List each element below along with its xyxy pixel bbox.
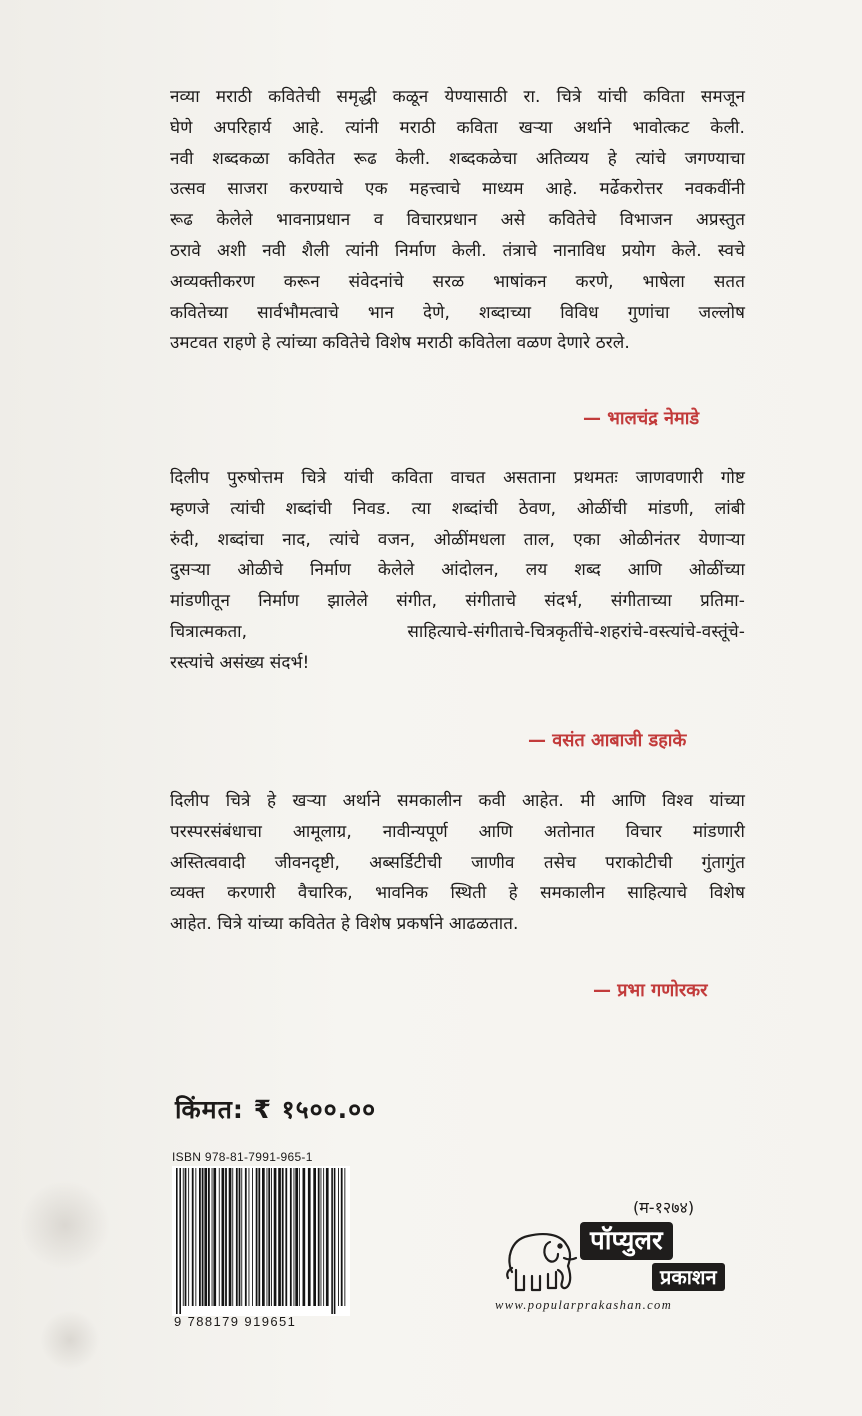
barcode-bar bbox=[252, 1168, 253, 1306]
blurb-line: घेणे अपरिहार्य आहे. त्यांनी मराठी कविता खऱ्या अर्थाने भावोत्कट केली. bbox=[170, 117, 745, 138]
barcode-bar bbox=[295, 1168, 298, 1306]
blurb-line: व्यक्त करणारी वैचारिक, भावनिक स्थिती हे समकालीन साहित्याचे विशेष bbox=[170, 883, 745, 904]
blurb-line: उमटवत राहणे हे त्यांच्या कवितेचे विशेष मराठी कवितेला वळण देणारे ठरले. bbox=[170, 333, 630, 354]
publisher-name: पॉप्युलर bbox=[580, 1222, 673, 1260]
barcode-bar bbox=[338, 1168, 339, 1306]
barcode-bar bbox=[341, 1168, 343, 1306]
catalog-code: (म-१२७४) bbox=[633, 1198, 695, 1217]
blurb-line: ठरावे अशी नवी शैली त्यांनी निर्माण केली. तंत्राचे नानाविध प्रयोग केले. स्वचे bbox=[170, 240, 745, 261]
barcode-bar bbox=[331, 1168, 333, 1314]
barcode-bar bbox=[262, 1168, 265, 1306]
barcode-bar bbox=[308, 1168, 311, 1306]
blurb-line: रूढ केलेले भावनाप्रधान व विचारप्रधान असे कवितेचे विभाजन अप्रस्तुत bbox=[170, 210, 745, 231]
blurb-line: अस्तित्ववादी जीवनदृष्टी, अब्सर्डिटीची जाणीव तसेच पराकोटीची गुंतागुंत bbox=[170, 852, 745, 873]
barcode-bar bbox=[192, 1168, 194, 1306]
blurb-line: दुसऱ्या ओळीचे निर्माण केलेले आंदोलन, लय शब्द आणि ओळींच्या bbox=[170, 560, 745, 581]
barcode-bar bbox=[268, 1168, 270, 1306]
barcode-bar bbox=[303, 1168, 306, 1306]
isbn-text: ISBN 978-81-7991-965-1 bbox=[172, 1150, 313, 1164]
barcode-bar bbox=[285, 1168, 287, 1306]
barcode-bar bbox=[219, 1168, 220, 1306]
barcode-bar bbox=[245, 1168, 247, 1306]
attribution-2: — वसंत आबाजी डहाके bbox=[528, 730, 687, 751]
blurb-line: उत्सव साजरा करण्याचे एक महत्त्वाचे माध्यम आहे. मर्ढेकरोत्तर नवकवींनी bbox=[170, 179, 745, 200]
price-label: किंमत: ₹ १५००.०० bbox=[175, 1095, 377, 1124]
barcode-bar bbox=[344, 1168, 345, 1306]
barcode-bar bbox=[236, 1168, 238, 1306]
barcode-bar bbox=[204, 1168, 207, 1306]
elephant-icon bbox=[498, 1220, 582, 1298]
blurb-passage-1 bbox=[170, 82, 745, 359]
blurb-line: म्हणजे त्यांची शब्दांची निवड. त्या शब्दांची ठेवण, ओळींची मांडणी, लांबी bbox=[170, 498, 745, 519]
blurb-passage-3 bbox=[170, 786, 745, 940]
barcode-bar bbox=[282, 1168, 284, 1306]
blurb-line: रुंदी, शब्दांचा नाद, त्यांचे वजन, ओळींमधला ताल, एका ओळीनंतर येणाऱ्या bbox=[170, 529, 745, 550]
blurb-passage-2 bbox=[170, 463, 745, 679]
barcode-bar bbox=[229, 1168, 232, 1306]
paper-stain bbox=[40, 1310, 100, 1370]
barcode-bar bbox=[213, 1168, 216, 1306]
barcode-bar bbox=[225, 1168, 227, 1306]
paper-stain bbox=[20, 1180, 110, 1270]
barcode-bar bbox=[313, 1168, 316, 1306]
barcode-bar bbox=[274, 1168, 277, 1306]
barcode-bar bbox=[188, 1168, 189, 1306]
barcode-bar bbox=[195, 1168, 196, 1306]
barcode-bar bbox=[321, 1168, 322, 1306]
barcode-bar bbox=[202, 1168, 204, 1306]
blurb-line: परस्परसंबंधाचा आमूलाग्र, नावीन्यपूर्ण आणि अतोनात विचार मांडणारी bbox=[170, 821, 745, 842]
barcode-bar bbox=[326, 1168, 329, 1306]
barcode-bar bbox=[199, 1168, 201, 1306]
barcode-bar bbox=[176, 1168, 178, 1314]
blurb-line: अव्यक्तीकरण करून संवेदनांचे सरळ भाषांकन करणे, भाषेला सतत bbox=[170, 271, 745, 292]
blurb-line: रस्त्यांचे असंख्य संदर्भ! bbox=[170, 652, 310, 673]
barcode-bar bbox=[222, 1168, 225, 1306]
barcode-bar bbox=[323, 1168, 324, 1306]
barcode-bar bbox=[241, 1168, 242, 1306]
barcode-bar bbox=[179, 1168, 181, 1314]
barcode-number: 9 788179 919651 bbox=[174, 1314, 297, 1329]
barcode-bar bbox=[249, 1168, 250, 1306]
barcode-bar bbox=[267, 1168, 268, 1306]
barcode-bar bbox=[271, 1168, 272, 1306]
barcode-bar bbox=[258, 1168, 260, 1306]
barcode-bar bbox=[299, 1168, 300, 1306]
barcode-bar bbox=[183, 1168, 184, 1306]
barcode-bar bbox=[256, 1168, 258, 1306]
barcode-bar bbox=[208, 1168, 210, 1306]
barcode-bar bbox=[232, 1168, 233, 1306]
attribution-3: — प्रभा गणोरकर bbox=[593, 980, 708, 1001]
blurb-line: चित्रात्मकता, साहित्याचे-संगीताचे-चित्रकृतींचे-शहरांचे-वस्त्यांचे-वस्तूंचे- bbox=[170, 621, 745, 642]
blurb-line: दिलीप चित्रे हे खऱ्या अर्थाने समकालीन कवी आहेत. मी आणि विश्व यांच्या bbox=[170, 791, 745, 811]
barcode-bar bbox=[290, 1168, 292, 1306]
blurb-line: नव्या मराठी कवितेची समृद्धी कळून येण्यासाठी रा. चित्रे यांची कविता समजून bbox=[170, 87, 745, 107]
barcode-bar bbox=[278, 1168, 281, 1306]
barcode-bar bbox=[185, 1168, 187, 1306]
blurb-line: नवी शब्दकळा कवितेत रूढ केली. शब्दकळेचा अतिव्यय हे त्यांचे जगण्याचा bbox=[170, 148, 745, 169]
barcode-bar bbox=[294, 1168, 295, 1306]
blurb-line: मांडणीतून निर्माण झालेले संगीत, संगीताचे संदर्भ, संगीताच्या प्रतिमा- bbox=[170, 591, 745, 612]
barcode-bar bbox=[334, 1168, 336, 1314]
barcode bbox=[172, 1166, 350, 1316]
blurb-line: दिलीप पुरुषोत्तम चित्रे यांची कविता वाचत असताना प्रथमतः जाणवणारी गोष्ट bbox=[170, 468, 745, 488]
attribution-1: — भालचंद्र नेमाडे bbox=[583, 408, 700, 429]
blurb-line: कवितेच्या सार्वभौमत्वाचे भान देणे, शब्दाच्या विविध गुणांचा जल्लोष bbox=[170, 302, 745, 323]
barcode-bar bbox=[212, 1168, 213, 1306]
barcode-bar bbox=[239, 1168, 241, 1306]
blurb-line: आहेत. चित्रे यांच्या कवितेत हे विशेष प्रकर्षाने आढळतात. bbox=[170, 914, 519, 935]
barcode-bar bbox=[318, 1168, 320, 1306]
publisher-subtitle: प्रकाशन bbox=[652, 1263, 725, 1291]
publisher-website: www.popularprakashan.com bbox=[495, 1298, 673, 1312]
